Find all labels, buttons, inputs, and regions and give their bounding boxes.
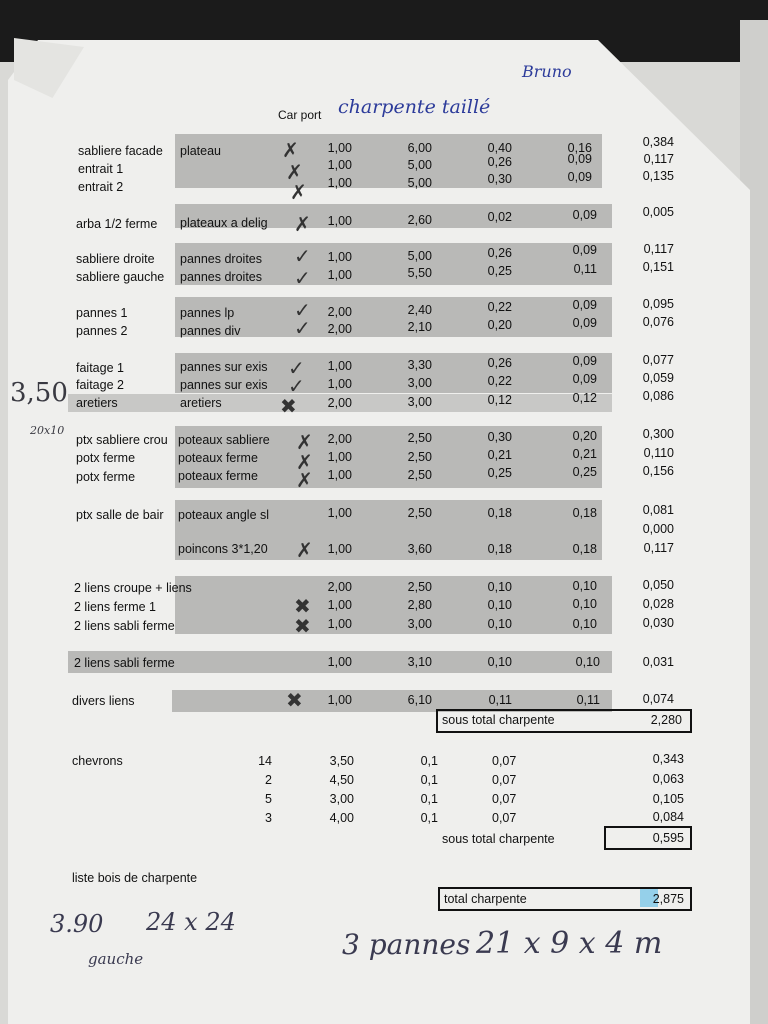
row-length: 5,50 <box>407 266 432 280</box>
chevron-height: 0,07 <box>492 792 517 806</box>
chevron-volume: 0,084 <box>652 810 684 824</box>
row-width: 0,21 <box>487 448 512 462</box>
row-qty: 1,00 <box>327 655 352 669</box>
row-name: entrait 1 <box>78 162 124 176</box>
row-width: 0,11 <box>488 693 512 707</box>
row-height: 0,20 <box>572 429 597 443</box>
row-length: 3,10 <box>407 655 432 669</box>
footer-label: liste bois de charpente <box>72 871 198 885</box>
chevron-count: 3 <box>265 811 272 825</box>
chevron-length: 3,50 <box>329 754 354 768</box>
row-height: 0,09 <box>572 243 597 257</box>
row-length: 3,00 <box>407 395 432 409</box>
row-volume: 0,151 <box>642 260 674 274</box>
row-height: 0,09 <box>572 208 597 222</box>
row-width: 0,10 <box>487 617 512 631</box>
row-desc: poteaux sabliere <box>178 433 270 447</box>
row-name: potx ferme <box>76 470 136 484</box>
handwritten-note: gauche <box>88 950 144 968</box>
chevron-length: 3,00 <box>329 792 354 806</box>
row-length: 3,00 <box>407 617 432 631</box>
doc-title: Car port <box>278 108 322 122</box>
subtotal-label: sous total charpente <box>442 713 555 727</box>
row-qty: 2,00 <box>327 432 352 446</box>
chevron-count: 14 <box>258 754 272 768</box>
row-desc: poteaux ferme <box>178 451 258 465</box>
row-name: 2 liens ferme 1 <box>74 600 156 614</box>
check-mark-icon: ✓ <box>294 298 311 322</box>
row-name: sabliere facade <box>78 144 163 158</box>
row-volume: 0,077 <box>642 353 674 367</box>
row-desc: plateaux a delig <box>180 216 268 230</box>
chevron-count: 5 <box>265 792 272 806</box>
row-length: 2,50 <box>407 506 432 520</box>
row-height: 0,21 <box>572 447 597 461</box>
check-mark-icon: ✓ <box>288 374 305 398</box>
row-qty: 1,00 <box>327 268 352 282</box>
check-mark-icon: ✓ <box>294 316 311 340</box>
row-qty: 1,00 <box>327 450 352 464</box>
row-height: 0,10 <box>575 655 600 669</box>
row-desc: pannes sur exis <box>180 360 268 374</box>
cross-mark-icon: ✖ <box>280 394 297 418</box>
row-height: 0,09 <box>572 354 597 368</box>
row-volume: 0,030 <box>642 616 674 630</box>
row-name: faitage 2 <box>76 378 124 392</box>
row-desc: aretiers <box>180 396 222 410</box>
row-length: 6,00 <box>407 141 432 155</box>
row-name: faitage 1 <box>76 361 124 375</box>
handwritten-author: Bruno <box>522 62 572 81</box>
row-desc: poteaux angle sl <box>178 508 270 522</box>
row-qty: 1,00 <box>327 141 352 155</box>
chevron-width: 0,1 <box>420 773 438 787</box>
row-height: 0,18 <box>572 542 597 556</box>
row-length: 3,30 <box>407 358 432 372</box>
row-volume: 0,031 <box>642 655 674 669</box>
row-width: 0,26 <box>487 356 512 370</box>
row-volume: 0,135 <box>642 169 674 183</box>
row-height: 0,09 <box>572 372 597 386</box>
chevron-width: 0,1 <box>420 811 438 825</box>
row-name: ptx sabliere crou <box>76 433 168 447</box>
row-volume: 0,005 <box>642 205 674 219</box>
row-volume: 0,086 <box>642 389 674 403</box>
row-width: 0,10 <box>487 580 512 594</box>
check-mark-icon: ✗ <box>282 138 299 162</box>
row-volume: 0,081 <box>642 503 674 517</box>
row-desc: pannes div <box>180 324 241 338</box>
row-width: 0,18 <box>487 542 512 556</box>
row-height: 0,09 <box>572 298 597 312</box>
row-desc: pannes sur exis <box>180 378 268 392</box>
row-height: 0,12 <box>572 391 597 405</box>
row-width: 0,18 <box>487 506 512 520</box>
handwritten-note: 21 x 9 x 4 m <box>476 926 663 961</box>
row-name: arba 1/2 ferme <box>76 217 158 231</box>
cross-mark-icon: ✖ <box>294 594 311 618</box>
row-width: 0,02 <box>487 210 512 224</box>
row-width: 0,12 <box>487 393 512 407</box>
check-mark-icon: ✓ <box>294 244 311 268</box>
row-length: 3,00 <box>407 376 432 390</box>
row-width: 0,26 <box>487 246 512 260</box>
chevron-length: 4,50 <box>329 773 354 787</box>
row-qty: 1,00 <box>327 214 352 228</box>
row-qty: 1,00 <box>327 377 352 391</box>
chevron-width: 0,1 <box>420 754 438 768</box>
row-desc: poincons 3*1,20 <box>178 542 268 556</box>
row-length: 2,50 <box>407 468 432 482</box>
chevron-length: 4,00 <box>329 811 354 825</box>
row-width: 0,25 <box>487 264 512 278</box>
row-desc: pannes lp <box>180 306 235 320</box>
row-height: 0,10 <box>572 597 597 611</box>
row-height: 0,09 <box>567 152 592 166</box>
row-height: 0,11 <box>573 262 597 276</box>
check-mark-icon: ✗ <box>290 180 307 204</box>
row-volume: 0,117 <box>643 242 674 256</box>
chevrons-label: chevrons <box>72 754 123 768</box>
total-value: 2,875 <box>652 892 684 906</box>
check-mark-icon: ✗ <box>296 450 313 474</box>
row-qty: 2,00 <box>327 580 352 594</box>
row-qty: 1,00 <box>327 176 352 190</box>
row-name: 2 liens sabli ferme <box>74 619 175 633</box>
row-volume: 0,028 <box>642 597 674 611</box>
row-length: 2,10 <box>407 320 432 334</box>
row-length: 2,60 <box>407 213 432 227</box>
row-name: divers liens <box>72 694 135 708</box>
row-height: 0,11 <box>576 693 600 707</box>
chevron-volume: 0,105 <box>652 792 684 806</box>
row-qty: 1,00 <box>327 506 352 520</box>
row-length: 5,00 <box>407 158 432 172</box>
row-length: 5,00 <box>407 249 432 263</box>
row-volume: 0,076 <box>642 315 674 329</box>
row-width: 0,10 <box>487 655 512 669</box>
row-name: pannes 1 <box>76 306 128 320</box>
row-volume: 0,095 <box>642 297 674 311</box>
row-qty: 2,00 <box>327 305 352 319</box>
row-desc: pannes droites <box>180 252 263 266</box>
row-width: 0,40 <box>487 141 512 155</box>
row-length: 2,40 <box>407 303 432 317</box>
row-length: 2,50 <box>407 431 432 445</box>
row-height: 0,10 <box>572 579 597 593</box>
row-height: 0,18 <box>572 506 597 520</box>
chevron-width: 0,1 <box>420 792 438 806</box>
row-volume: 0,156 <box>642 464 674 478</box>
row-volume: 0,117 <box>643 152 674 166</box>
row-length: 6,10 <box>407 693 432 707</box>
total-label: total charpente <box>444 892 527 906</box>
row-name: pannes 2 <box>76 324 128 338</box>
row-name: 2 liens croupe + liens <box>74 581 192 595</box>
chevron-height: 0,07 <box>492 754 517 768</box>
check-mark-icon: ✓ <box>294 266 311 290</box>
subtotal-label: sous total charpente <box>442 832 555 846</box>
chevron-height: 0,07 <box>492 773 517 787</box>
row-name: entrait 2 <box>78 180 124 194</box>
chevron-count: 2 <box>265 773 272 787</box>
row-qty: 1,00 <box>327 250 352 264</box>
row-name: sabliere gauche <box>76 270 165 284</box>
handwritten-note: 3 pannes <box>342 928 471 961</box>
handwritten-note: 3.90 <box>50 910 104 938</box>
check-mark-icon: ✗ <box>296 468 313 492</box>
row-width: 0,22 <box>487 374 512 388</box>
row-qty: 1,00 <box>327 468 352 482</box>
row-volume: 0,384 <box>642 135 674 149</box>
check-mark-icon: ✗ <box>286 160 303 184</box>
row-name: 2 liens sabli ferme <box>74 656 175 670</box>
row-volume: 0,074 <box>642 692 674 706</box>
row-width: 0,26 <box>487 155 512 169</box>
row-desc: plateau <box>180 144 222 158</box>
cross-mark-icon: ✖ <box>294 614 311 638</box>
row-length: 2,80 <box>407 598 432 612</box>
row-name: ptx salle de bair <box>76 508 164 522</box>
row-qty: 1,00 <box>327 359 352 373</box>
row-width: 0,10 <box>487 598 512 612</box>
cross-mark-icon: ✖ <box>286 688 303 712</box>
row-height: 0,16 <box>567 141 592 155</box>
row-qty: 1,00 <box>327 617 352 631</box>
row-height: 0,09 <box>567 170 592 184</box>
row-qty: 2,00 <box>327 396 352 410</box>
row-name: aretiers <box>76 396 118 410</box>
row-height: 0,25 <box>572 465 597 479</box>
row-length: 2,50 <box>407 580 432 594</box>
chevron-volume: 0,343 <box>652 752 684 766</box>
check-mark-icon: ✗ <box>294 212 311 236</box>
check-mark-icon: ✓ <box>288 356 305 380</box>
row-volume: 0,110 <box>643 446 674 460</box>
row-volume: 0,059 <box>642 371 674 385</box>
handwritten-note: 20x10 <box>30 424 65 437</box>
row-height: 0,09 <box>572 316 597 330</box>
row-length: 5,00 <box>407 176 432 190</box>
chevron-volume: 0,063 <box>652 772 684 786</box>
row-qty: 1,00 <box>327 542 352 556</box>
handwritten-note: 24 x 24 <box>146 908 236 936</box>
row-width: 0,20 <box>487 318 512 332</box>
row-width: 0,30 <box>487 430 512 444</box>
handwritten-title: charpente taillé <box>338 96 491 118</box>
row-qty: 1,00 <box>327 158 352 172</box>
subtotal-value: 2,280 <box>650 713 682 727</box>
row-qty: 1,00 <box>327 693 352 707</box>
row-length: 2,50 <box>407 450 432 464</box>
row-width: 0,30 <box>487 172 512 186</box>
row-desc: poteaux ferme <box>178 469 258 483</box>
row-name: sabliere droite <box>76 252 155 266</box>
row-width: 0,22 <box>487 300 512 314</box>
check-mark-icon: ✗ <box>296 430 313 454</box>
row-width: 0,25 <box>487 466 512 480</box>
subtotal-value: 0,595 <box>652 831 684 845</box>
row-height: 0,10 <box>572 617 597 631</box>
chevron-height: 0,07 <box>492 811 517 825</box>
row-length: 3,60 <box>407 542 432 556</box>
handwritten-note: 3,50 <box>10 378 68 408</box>
row-volume: 0,000 <box>642 522 674 536</box>
row-name: potx ferme <box>76 451 136 465</box>
row-qty: 2,00 <box>327 322 352 336</box>
row-volume: 0,117 <box>643 541 674 555</box>
row-volume: 0,300 <box>642 427 674 441</box>
row-desc: pannes droites <box>180 270 263 284</box>
row-qty: 1,00 <box>327 598 352 612</box>
row-volume: 0,050 <box>642 578 674 592</box>
check-mark-icon: ✗ <box>296 538 313 562</box>
